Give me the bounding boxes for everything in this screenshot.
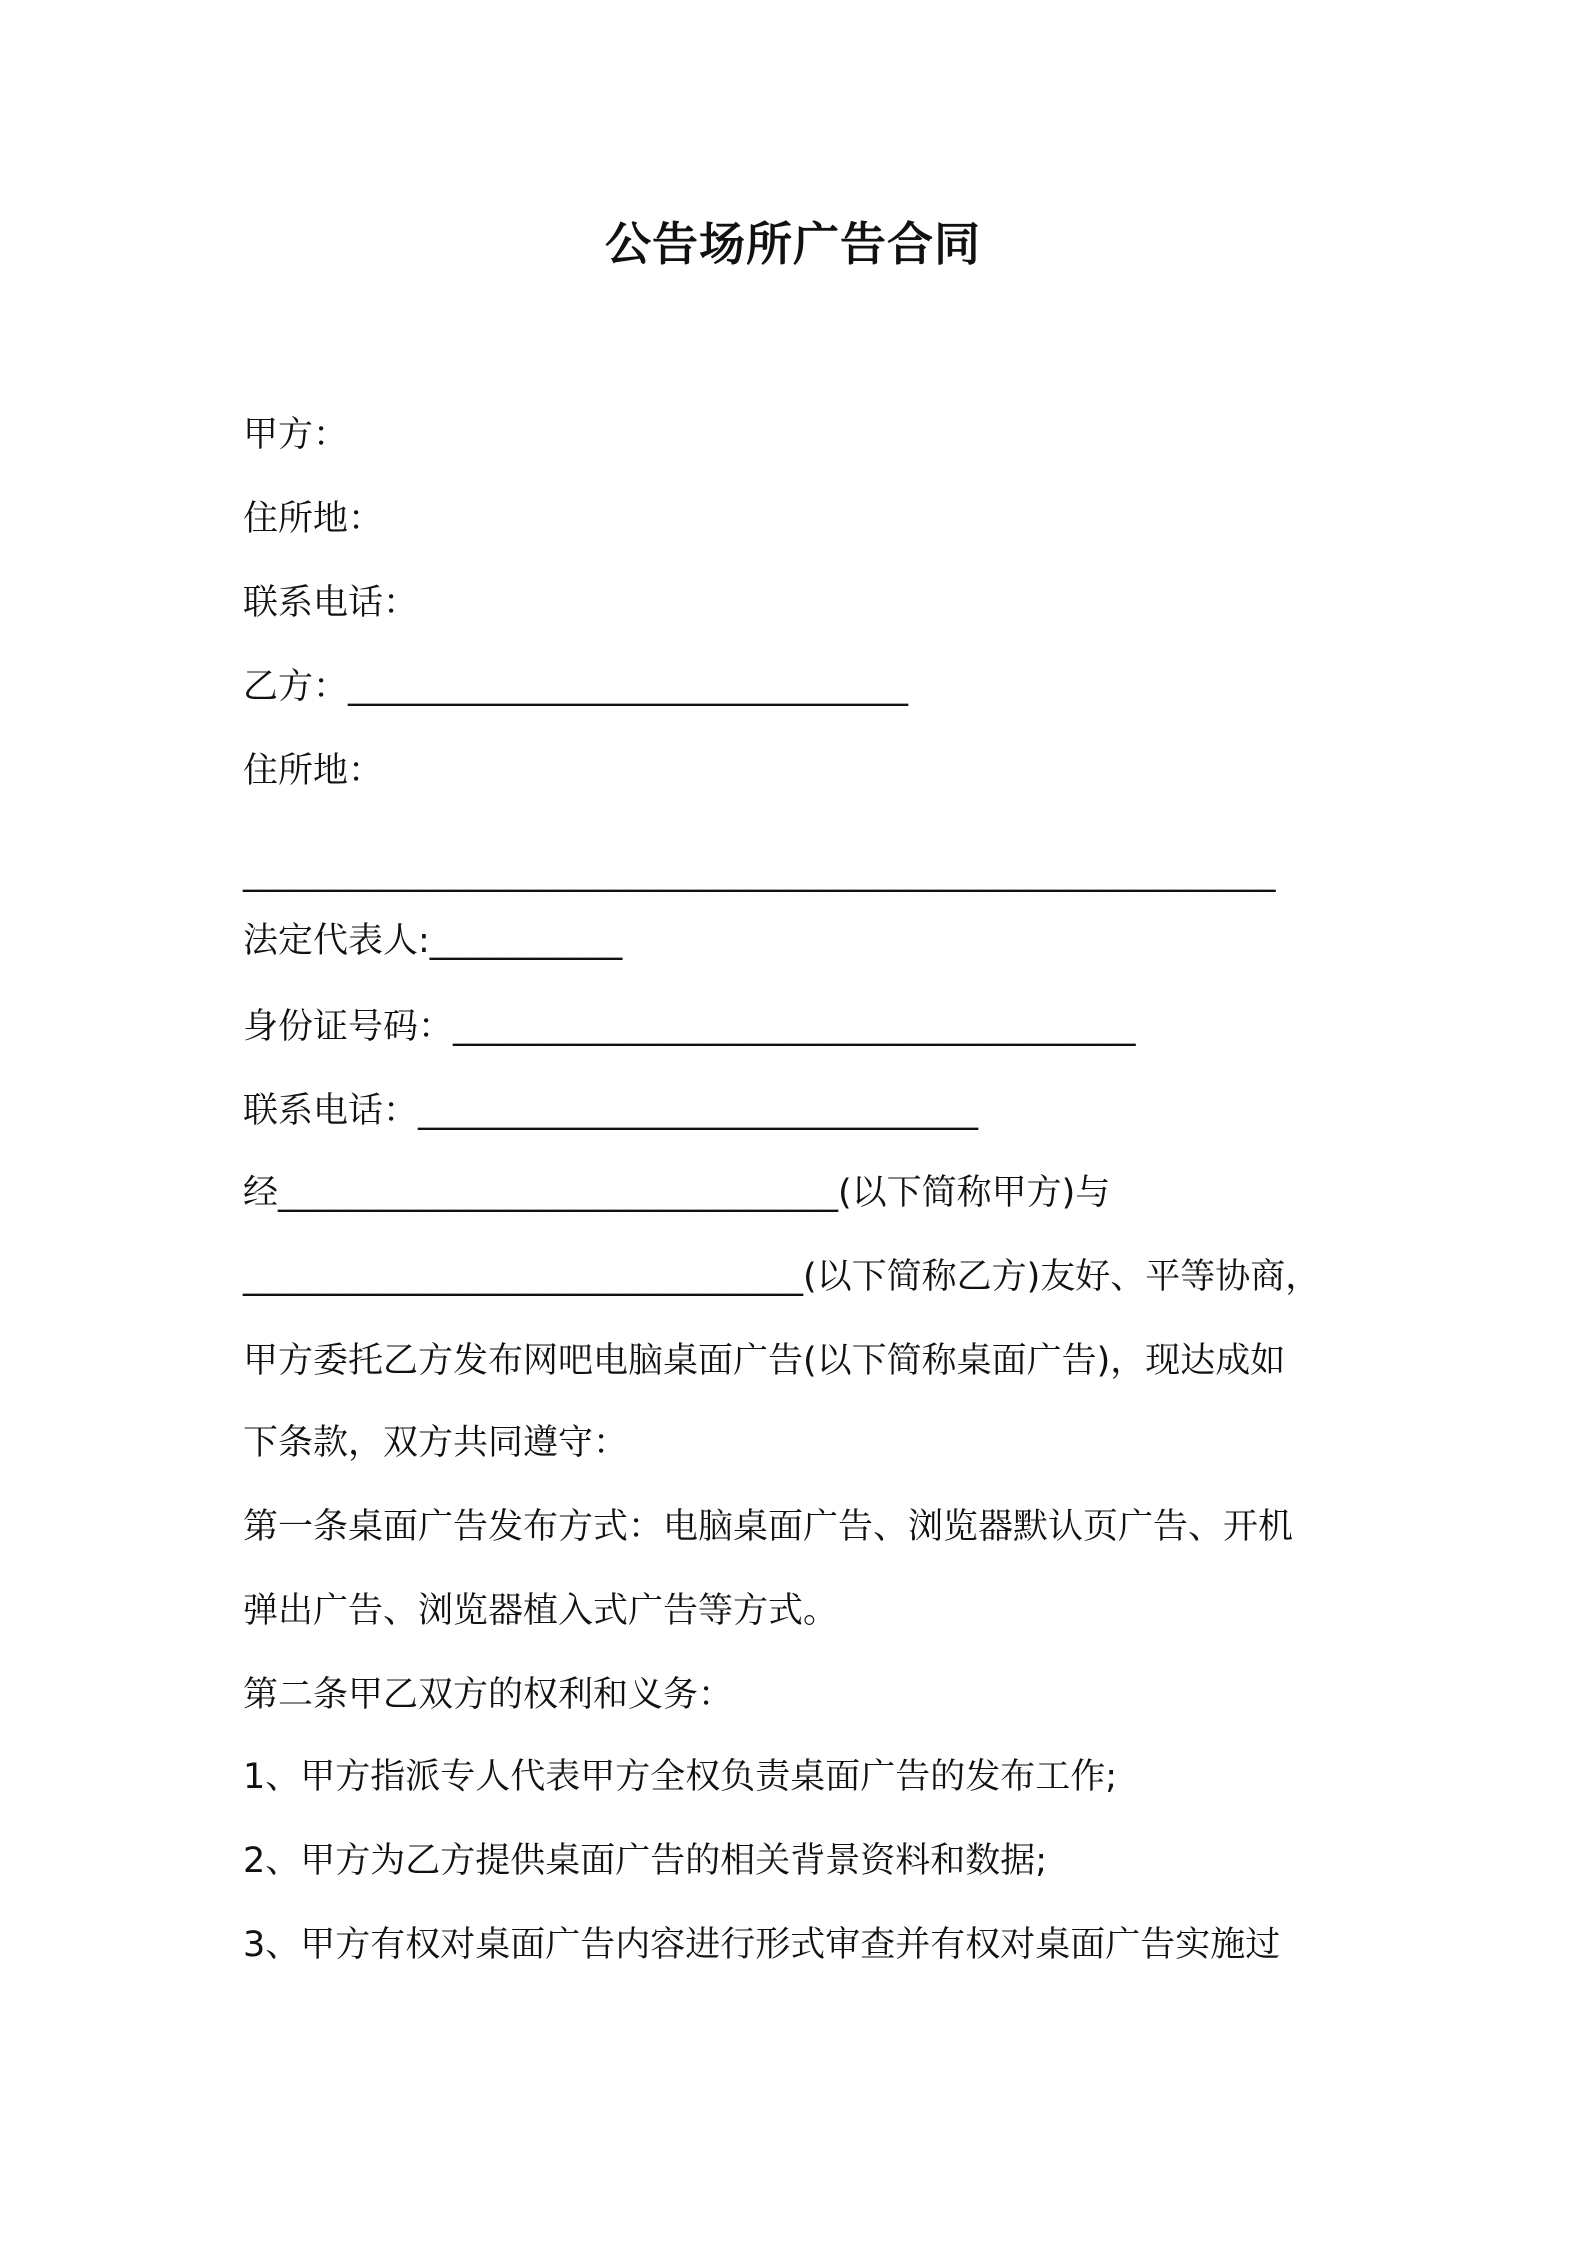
article-one-line-2: 弹出广告、浏览器植入式广告等方式。 — [243, 1591, 839, 1631]
article-one-line-1: 第一条桌面广告发布方式：电脑桌面广告、浏览器默认页广告、开机 — [243, 1507, 1294, 1547]
party-a-phone-label: 联系电话： — [243, 583, 419, 623]
party-a-address-label: 住所地： — [243, 499, 384, 539]
agreement-intro-line-1: 经________________________________(以下简称甲方)与 — [243, 1173, 1111, 1213]
article-two-item-3: 3、甲方有权对桌面广告内容进行形式审查并有权对桌面广告实施过 — [243, 1925, 1281, 1965]
agreement-intro-line-4: 下条款，双方共同遵守： — [243, 1423, 629, 1463]
id-number-line: 身份证号码：_______________________________________ — [243, 1007, 1136, 1047]
document-title: 公告场所广告合同 — [605, 217, 981, 271]
article-two-item-2: 2、甲方为乙方提供桌面广告的相关背景资料和数据; — [243, 1841, 1048, 1881]
legal-representative-line: 法定代表人:___________ — [243, 921, 623, 961]
article-two-heading: 第二条甲乙双方的权利和义务： — [243, 1675, 734, 1715]
party-b-line: 乙方：________________________________ — [243, 667, 909, 707]
article-two-item-1: 1、甲方指派专人代表甲方全权负责桌面广告的发布工作; — [243, 1757, 1118, 1797]
address-blank-line: ___________________________________________________________ — [243, 853, 1276, 893]
agreement-intro-line-3: 甲方委托乙方发布网吧电脑桌面广告(以下简称桌面广告)，现达成如 — [243, 1341, 1286, 1381]
party-b-phone-line: 联系电话：________________________________ — [243, 1091, 979, 1131]
agreement-intro-line-2: ________________________________(以下简称乙方)友好、平等协商， — [243, 1257, 1321, 1297]
party-b-address-label: 住所地： — [243, 751, 384, 791]
party-a-label: 甲方： — [243, 415, 349, 455]
